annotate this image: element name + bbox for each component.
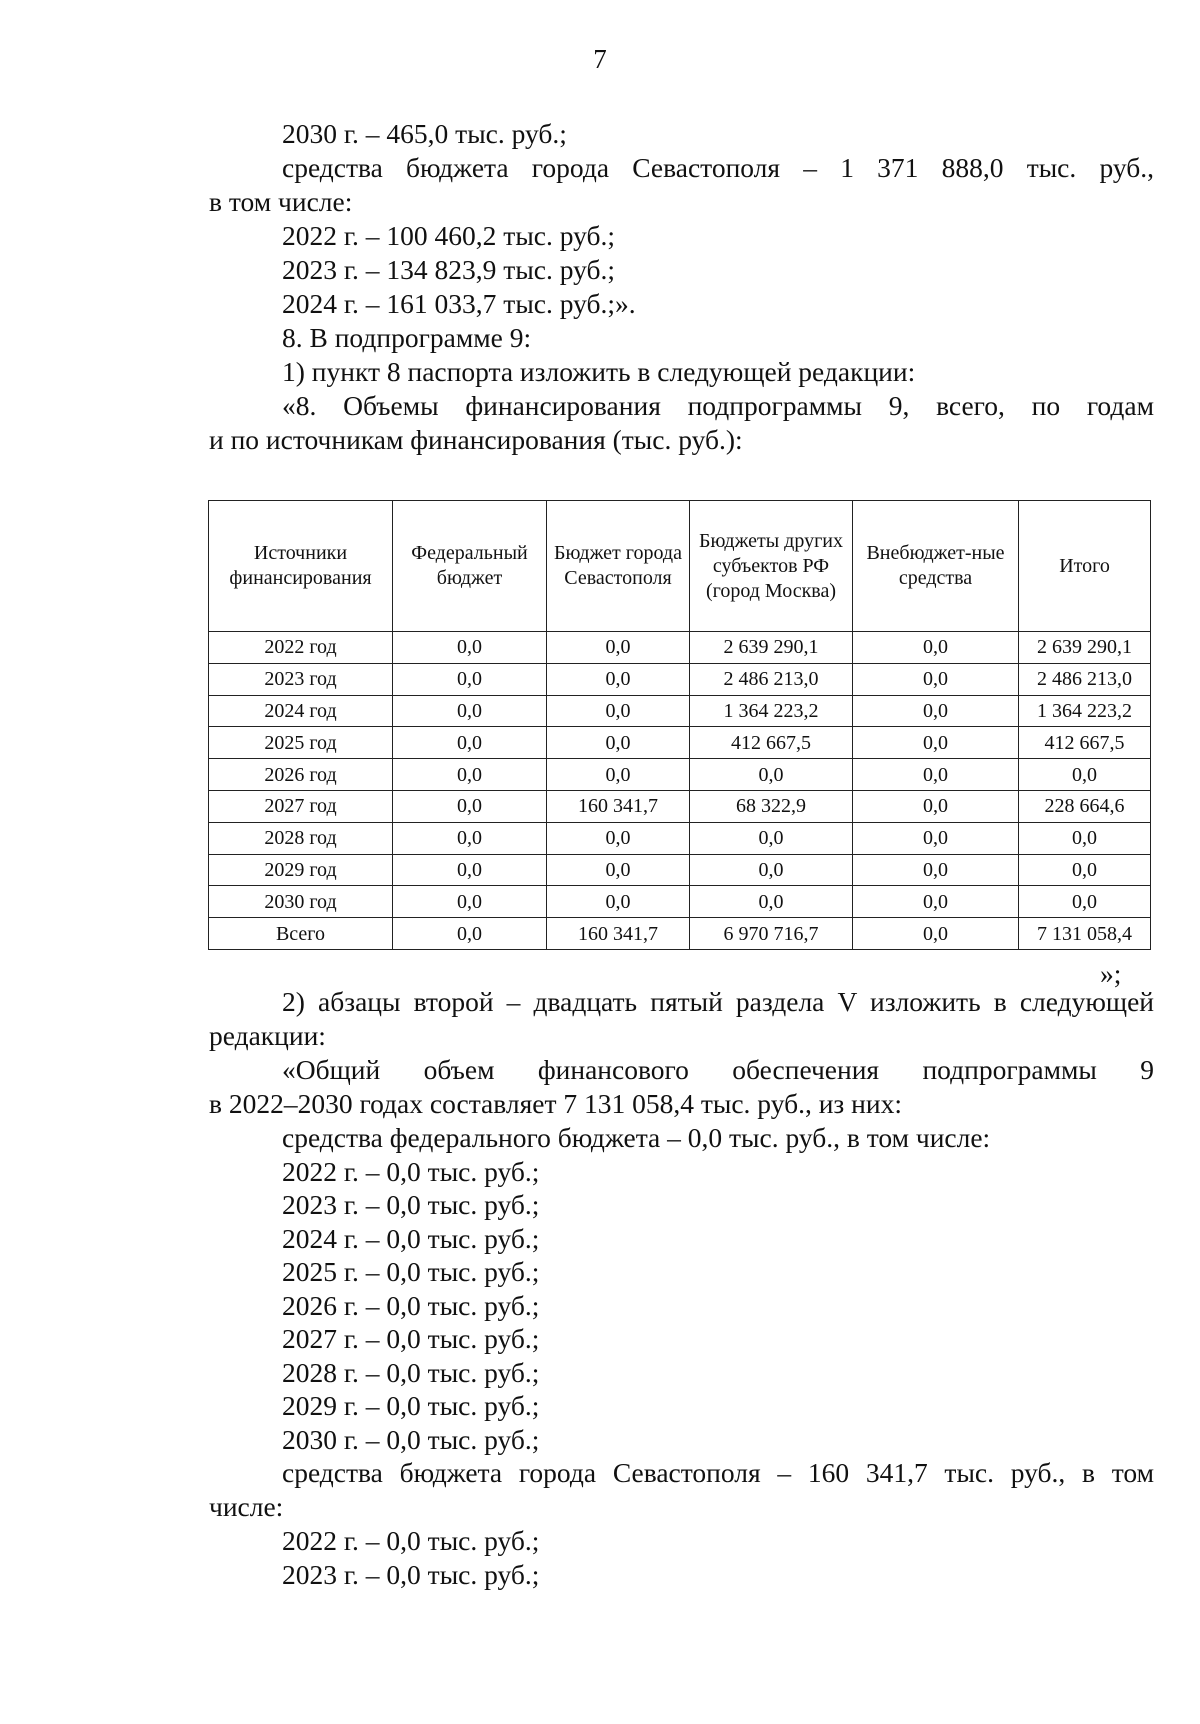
top-text-section bbox=[209, 117, 1154, 457]
cell-other-subjects: 0,0 bbox=[690, 822, 853, 854]
cell-other-subjects: 68 322,9 bbox=[690, 790, 853, 822]
table-total-row bbox=[209, 918, 1151, 950]
cell-year: 2030 год bbox=[209, 886, 393, 918]
federal-year-line: 2022 г. – 0,0 тыс. руб.; bbox=[282, 1155, 540, 1187]
cell-sevastopol: 160 341,7 bbox=[547, 918, 690, 950]
closing-quote: »; bbox=[1100, 958, 1122, 989]
financing-table bbox=[208, 500, 1151, 950]
cell-extrabudgetary: 0,0 bbox=[853, 759, 1019, 791]
cell-other-subjects: 2 486 213,0 bbox=[690, 663, 853, 695]
federal-year-line: 2025 г. – 0,0 тыс. руб.; bbox=[282, 1256, 540, 1287]
page-number: 7 bbox=[593, 44, 607, 74]
federal-year-line: 2028 г. – 0,0 тыс. руб.; bbox=[282, 1356, 540, 1388]
subitem-2-line2: редакции: bbox=[209, 1020, 326, 1051]
table-header-row bbox=[209, 501, 1151, 632]
cell-total: 1 364 223,2 bbox=[1019, 695, 1151, 727]
table-row bbox=[209, 759, 1151, 791]
quote-8-line2: и по источникам финансирования (тыс. руб.): bbox=[209, 424, 743, 455]
cell-federal: 0,0 bbox=[393, 632, 547, 664]
subitem-1: 1) пункт 8 паспорта изложить в следующей редакции: bbox=[282, 356, 916, 387]
cell-total: 2 639 290,1 bbox=[1019, 632, 1151, 664]
sevastopol-funds-line1: средства бюджета города Севастополя – 160 341,7 тыс. руб., в том bbox=[282, 1457, 1154, 1488]
subitem-2-line1: 2) абзацы второй – двадцать пятый раздела V изложить в следующей bbox=[282, 986, 1154, 1017]
cell-sevastopol: 0,0 bbox=[547, 759, 690, 791]
total-volume-line2: в 2022–2030 годах составляет 7 131 058,4 тыс. руб., из них: bbox=[209, 1088, 902, 1119]
year-line: 2024 г. – 161 033,7 тыс. руб.;». bbox=[282, 288, 636, 319]
cell-year: 2026 год bbox=[209, 759, 393, 791]
year-line: 2023 г. – 134 823,9 тыс. руб.; bbox=[282, 254, 616, 285]
cell-federal: 0,0 bbox=[393, 790, 547, 822]
federal-year-line: 2027 г. – 0,0 тыс. руб.; bbox=[282, 1323, 540, 1354]
cell-other-subjects: 6 970 716,7 bbox=[690, 918, 853, 950]
cell-year: 2025 год bbox=[209, 727, 393, 759]
cell-sevastopol: 160 341,7 bbox=[547, 790, 690, 822]
table-row bbox=[209, 632, 1151, 664]
header-total: Итого bbox=[1019, 501, 1151, 632]
header-sources: Источники финансирования bbox=[209, 501, 393, 632]
federal-year-line: 2024 г. – 0,0 тыс. руб.; bbox=[282, 1222, 540, 1254]
cell-federal: 0,0 bbox=[393, 822, 547, 854]
cell-year: Всего bbox=[209, 918, 393, 950]
quote-8-line1: «8. Объемы финансирования подпрограммы 9, всего, по годам bbox=[282, 390, 1154, 421]
bottom-text-section bbox=[209, 985, 1154, 1592]
cell-year: 2029 год bbox=[209, 854, 393, 886]
cell-year: 2028 год bbox=[209, 822, 393, 854]
cell-other-subjects: 0,0 bbox=[690, 854, 853, 886]
cell-extrabudgetary: 0,0 bbox=[853, 854, 1019, 886]
year-line-2030: 2030 г. – 465,0 тыс. руб.; bbox=[282, 118, 567, 149]
cell-extrabudgetary: 0,0 bbox=[853, 886, 1019, 918]
cell-federal: 0,0 bbox=[393, 854, 547, 886]
table-row bbox=[209, 790, 1151, 822]
cell-federal: 0,0 bbox=[393, 727, 547, 759]
item-8-heading: 8. В подпрограмме 9: bbox=[282, 322, 532, 353]
cell-extrabudgetary: 0,0 bbox=[853, 822, 1019, 854]
federal-year-line: 2030 г. – 0,0 тыс. руб.; bbox=[282, 1423, 540, 1455]
including-label: в том числе: bbox=[209, 186, 353, 217]
cell-extrabudgetary: 0,0 bbox=[853, 663, 1019, 695]
cell-sevastopol: 0,0 bbox=[547, 663, 690, 695]
cell-other-subjects: 0,0 bbox=[690, 886, 853, 918]
cell-extrabudgetary: 0,0 bbox=[853, 918, 1019, 950]
cell-federal: 0,0 bbox=[393, 663, 547, 695]
header-other-subjects: Бюджеты других субъектов РФ (город Москва) bbox=[690, 501, 853, 632]
cell-total: 228 664,6 bbox=[1019, 790, 1151, 822]
cell-year: 2024 год bbox=[209, 695, 393, 727]
header-federal: Федеральный бюджет bbox=[393, 501, 547, 632]
cell-total: 0,0 bbox=[1019, 854, 1151, 886]
table-row bbox=[209, 695, 1151, 727]
cell-sevastopol: 0,0 bbox=[547, 822, 690, 854]
year-line: 2022 г. – 100 460,2 тыс. руб.; bbox=[282, 220, 616, 251]
cell-total: 412 667,5 bbox=[1019, 727, 1151, 759]
cell-extrabudgetary: 0,0 bbox=[853, 727, 1019, 759]
table-row bbox=[209, 727, 1151, 759]
cell-total: 0,0 bbox=[1019, 886, 1151, 918]
cell-other-subjects: 1 364 223,2 bbox=[690, 695, 853, 727]
table-row bbox=[209, 854, 1151, 886]
federal-year-line: 2026 г. – 0,0 тыс. руб.; bbox=[282, 1289, 540, 1321]
cell-extrabudgetary: 0,0 bbox=[853, 632, 1019, 664]
cell-year: 2027 год bbox=[209, 790, 393, 822]
cell-sevastopol: 0,0 bbox=[547, 727, 690, 759]
cell-extrabudgetary: 0,0 bbox=[853, 695, 1019, 727]
cell-sevastopol: 0,0 bbox=[547, 632, 690, 664]
sevastopol-funds-line2: числе: bbox=[209, 1491, 284, 1522]
cell-year: 2022 год bbox=[209, 632, 393, 664]
cell-total: 7 131 058,4 bbox=[1019, 918, 1151, 950]
table-row bbox=[209, 822, 1151, 854]
sevastopol-funds-intro: средства бюджета города Севастополя – 1 371 888,0 тыс. руб., bbox=[282, 152, 1154, 183]
header-extrabudgetary: Внебюджет-ные средства bbox=[853, 501, 1019, 632]
cell-other-subjects: 2 639 290,1 bbox=[690, 632, 853, 664]
cell-federal: 0,0 bbox=[393, 759, 547, 791]
cell-federal: 0,0 bbox=[393, 886, 547, 918]
cell-year: 2023 год bbox=[209, 663, 393, 695]
table-row bbox=[209, 886, 1151, 918]
cell-sevastopol: 0,0 bbox=[547, 695, 690, 727]
cell-sevastopol: 0,0 bbox=[547, 854, 690, 886]
table-row bbox=[209, 663, 1151, 695]
cell-extrabudgetary: 0,0 bbox=[853, 790, 1019, 822]
sevastopol-year-line: 2022 г. – 0,0 тыс. руб.; bbox=[282, 1525, 540, 1556]
federal-funds-intro: средства федерального бюджета – 0,0 тыс. руб., в том числе: bbox=[282, 1122, 991, 1153]
cell-federal: 0,0 bbox=[393, 695, 547, 727]
cell-sevastopol: 0,0 bbox=[547, 886, 690, 918]
cell-other-subjects: 412 667,5 bbox=[690, 727, 853, 759]
federal-year-line: 2029 г. – 0,0 тыс. руб.; bbox=[282, 1390, 540, 1421]
cell-other-subjects: 0,0 bbox=[690, 759, 853, 791]
cell-total: 0,0 bbox=[1019, 759, 1151, 791]
sevastopol-year-line: 2023 г. – 0,0 тыс. руб.; bbox=[282, 1559, 540, 1590]
cell-federal: 0,0 bbox=[393, 918, 547, 950]
header-sevastopol: Бюджет города Севастополя bbox=[547, 501, 690, 632]
total-volume-line1: «Общий объем финансового обеспечения подпрограммы 9 bbox=[282, 1054, 1154, 1085]
cell-total: 0,0 bbox=[1019, 822, 1151, 854]
cell-total: 2 486 213,0 bbox=[1019, 663, 1151, 695]
federal-year-line: 2023 г. – 0,0 тыс. руб.; bbox=[282, 1189, 540, 1220]
